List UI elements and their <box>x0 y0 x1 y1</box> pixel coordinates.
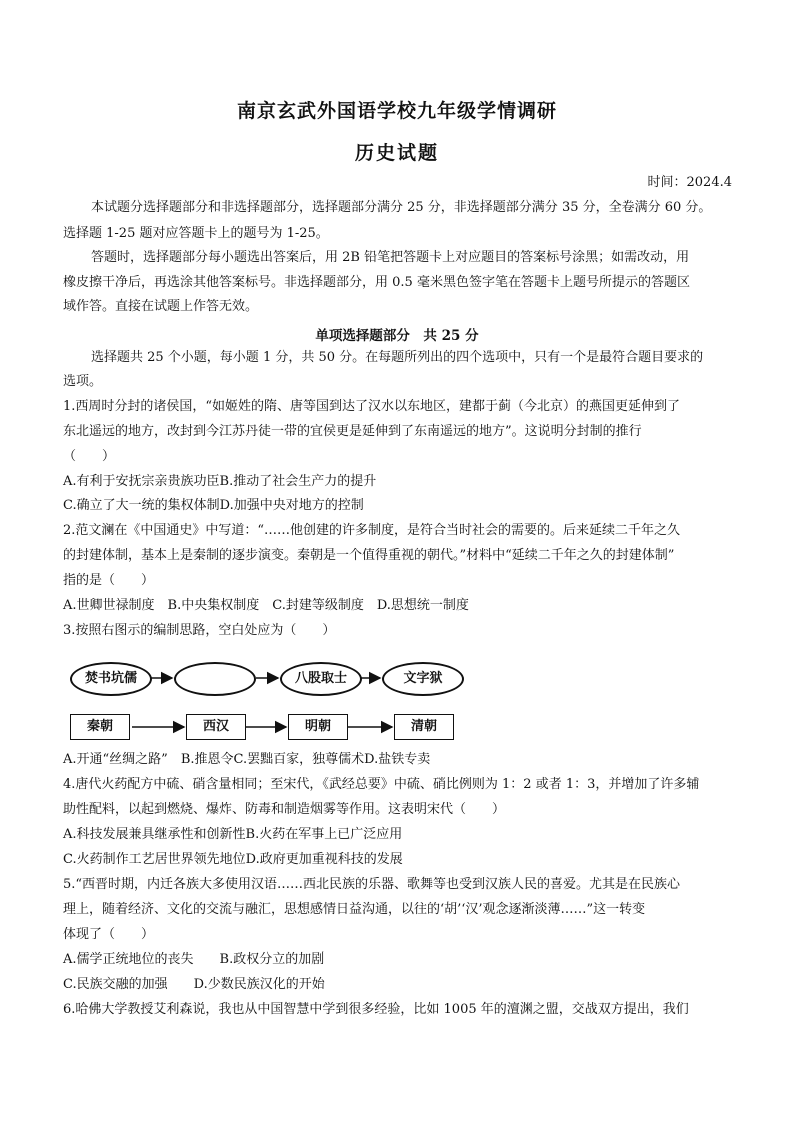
event-ellipse: 文字狱 <box>382 662 464 696</box>
question-1-stem: 东北遥远的地方，改封到今江苏丹徒一带的宜侯更是延伸到了东南遥远的地方”。这说明分封制的推行 <box>63 424 642 439</box>
question-1-options: A.有利于安抚宗亲贵族功臣B.推动了社会生产力的提升 <box>63 474 377 489</box>
section-desc: 选项。 <box>63 374 103 389</box>
intro-line: 本试题分选择题部分和非选择题部分，选择题部分满分 25 分，非选择题部分满分 35 分，全卷满分 60 分。 <box>91 200 712 215</box>
event-ellipse: 焚书坑儒 <box>70 662 152 696</box>
question-4-stem: 助性配料，以起到燃烧、爆炸、防毒和制造烟雾等作用。这表明宋代（ ） <box>63 802 506 817</box>
question-1-stem: （ ） <box>63 449 116 464</box>
dynasty-box: 西汉 <box>186 714 246 740</box>
question-5-stem: 5.“西晋时期，内迁各族大多使用汉语……西北民族的乐器、歌舞等也受到汉族人民的喜爱。尤其是在民族心 <box>63 877 681 892</box>
exam-time: 时间：2024.4 <box>647 175 732 190</box>
dynasty-diagram <box>66 656 466 740</box>
question-5-options: A.儒学正统地位的丧失 B.政权分立的加剧 <box>63 952 325 967</box>
question-3-options: A.开通“丝绸之路” B.推恩令C.罢黜百家，独尊儒术D.盐铁专卖 <box>63 752 431 767</box>
question-2-options: A.世卿世禄制度 B.中央集权制度 C.封建等级制度 D.思想统一制度 <box>63 598 469 613</box>
question-1-options: C.确立了大一统的集权体制D.加强中央对地方的控制 <box>63 498 364 513</box>
question-5-options: C.民族交融的加强 D.少数民族汉化的开始 <box>63 977 325 992</box>
question-4-options: C.火药制作工艺居世界领先地位D.政府更加重视科技的发展 <box>63 852 403 867</box>
dynasty-box: 清朝 <box>394 714 454 740</box>
dynasty-box: 秦朝 <box>70 714 130 740</box>
question-6-stem: 6.哈佛大学教授艾利森说，我也从中国智慧中学到很多经验，比如 1005 年的澶渊之盟，交战双方提出，我们 <box>63 1002 689 1017</box>
question-1-stem: 1.西周时分封的诸侯国，“如姬姓的隋、唐等国到达了汉水以东地区，建都于蓟（今北京）的燕国更延伸到了 <box>63 399 681 414</box>
question-4-stem: 4.唐代火药配方中硫、硝含量相同；至宋代，《武经总要》中硫、硝比例则为 1：2 或者 1：3，并增加了许多辅 <box>63 777 700 792</box>
exam-subtitle: 历史试题 <box>354 142 439 164</box>
blank-ellipse <box>174 662 256 696</box>
question-3-stem: 3.按照右图示的编制思路，空白处应为（ ） <box>63 623 336 638</box>
dynasty-box: 明朝 <box>288 714 348 740</box>
intro-line: 答题时，选择题部分每小题选出答案后，用 2B 铅笔把答题卡上对应题目的答案标号涂黑；如需改动，用 <box>91 250 690 265</box>
section-title: 单项选择题部分 共 25 分 <box>315 328 479 344</box>
section-desc: 选择题共 25 个小题，每小题 1 分，共 50 分。在每题所列出的四个选项中，只有一个是最符合题目要求的 <box>91 350 704 365</box>
intro-line: 橡皮擦干净后，再选涂其他答案标号。非选择题部分，用 0.5 毫米黑色签字笔在答题卡上题号所提示的答题区 <box>63 275 690 290</box>
question-2-stem: 2.范文澜在《中国通史》中写道：“……他创建的许多制度，是符合当时社会的需要的。后来延续二千年之久 <box>63 523 681 538</box>
exam-title: 南京玄武外国语学校九年级学情调研 <box>236 100 557 122</box>
question-2-stem: 指的是（ ） <box>63 573 155 588</box>
intro-line: 域作答。直接在试题上作答无效。 <box>63 299 259 314</box>
question-5-stem: 理上，随着经济、文化的交流与融汇，思想感情日益沟通，以往的‘胡’‘汉’观念逐渐淡薄……”这一转变 <box>63 902 646 917</box>
event-ellipse: 八股取士 <box>280 662 362 696</box>
question-5-stem: 体现了（ ） <box>63 927 155 942</box>
question-4-options: A.科技发展兼具继承性和创新性B.火药在军事上已广泛应用 <box>63 827 403 842</box>
intro-line: 选择题 1-25 题对应答题卡上的题号为 1-25。 <box>63 226 329 241</box>
question-2-stem: 的封建体制，基本上是秦制的逐步演变。秦朝是一个值得重视的朝代。”材料中“延续二千年之久的封建体制” <box>63 548 675 563</box>
